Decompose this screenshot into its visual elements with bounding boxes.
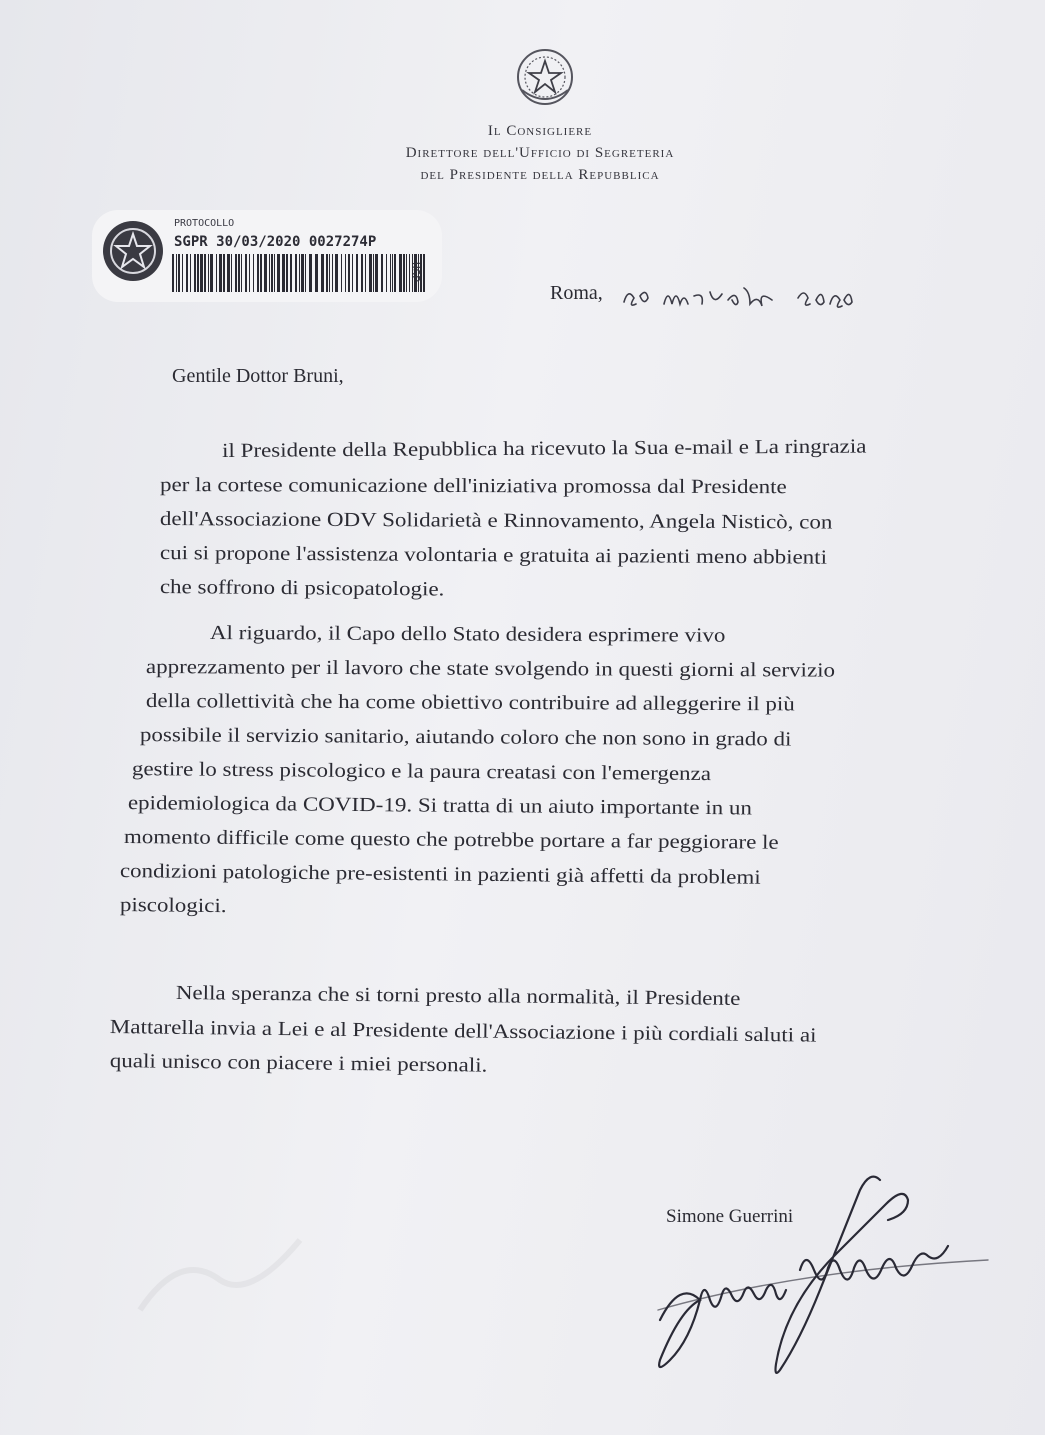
barcode-bar [299,254,300,292]
letter-line: dell'Associazione ODV Solidarietà e Rinnovamento, Angela Nisticò, con [159,508,833,534]
barcode-bar [216,254,217,292]
barcode-bar [249,254,250,292]
barcode-bar [361,254,363,292]
barcode-bar [269,254,270,292]
barcode-bar [295,254,297,292]
handwritten-date [620,282,860,312]
salutation: Gentile Dottor Bruni, [172,365,344,387]
barcode-bar [345,254,346,292]
barcode-bar [406,254,407,292]
barcode-bar [386,254,387,292]
barcode-bar [375,254,378,292]
barcode-bar [394,254,396,292]
barcode-bar [369,254,372,292]
barcode-bar [260,254,262,292]
barcode-bar [186,254,188,292]
barcode-bar [403,254,405,292]
barcode-bar [277,254,280,292]
barcode-bar [235,254,237,292]
barcode-bar [301,254,304,292]
barcode-bar [335,254,338,292]
barcode-bar [208,254,209,292]
barcode-icon [172,254,428,292]
barcode-bar [219,254,222,292]
barcode-bar [264,254,267,292]
barcode-bar [373,254,374,292]
barcode-bar [341,254,342,292]
barcode-bar [286,254,288,292]
barcode-bar [176,254,177,292]
letter-line: gestire lo stress piscologico e la paura creatasi con l'emergenza [131,758,712,786]
barcode-bar [392,254,393,292]
barcode-bar [399,254,402,292]
barcode-bar [271,254,273,292]
letter-line: Nella speranza che si torni presto alla normalità, il Presidente [175,982,741,1010]
letter-line: apprezzamento per il lavoro che state svolgendo in questi giorni al servizio [145,656,836,682]
barcode-bar [352,254,353,292]
letter-line: cui si propone l'assistenza volontaria e gratuita ai pazienti meno abbienti [159,542,828,569]
handwritten-signature [640,1160,1000,1380]
barcode-bar [178,254,180,292]
barcode-bar [315,254,318,292]
letter-line: Mattarella invia a Lei e al Presidente dell'Associazione i più cordiali saluti ai [109,1016,817,1047]
barcode-bar [190,254,191,292]
barcode-bar [326,254,328,292]
barcode-bar [321,254,324,292]
letter-line: condizioni patologiche pre-esistenti in pazienti già affetti da problemi [119,860,761,889]
barcode-bar [197,254,199,292]
letter-body [109,435,910,1160]
letter-line: epidemiologica da COVID-19. Si tratta di un aiuto importante in un [127,792,753,820]
letter-line: Al riguardo, il Capo dello Stato desidera esprimere vivo [209,622,726,647]
barcode-bar [238,254,240,292]
letter-line: della collettività che ha come obiettivo contribuire ad alleggerire il più [145,690,795,716]
barcode-bar [210,254,213,292]
barcode-bar [309,254,312,292]
barcode-bar [257,254,259,292]
letter-line: per la cortese comunicazione dell'iniziativa promossa dal Presidente [159,474,787,499]
protocol-stamp [92,210,442,302]
barcode-bar [348,254,350,292]
barcode-bar [356,254,358,292]
barcode-bar [172,254,174,292]
letterhead-office: Direttore dell'Ufficio di Segreteria [405,145,675,161]
barcode-bar [332,254,333,292]
barcode-bar [274,254,275,292]
letterhead-title: Il Consigliere [487,123,593,139]
barcode-bar [282,254,285,292]
barcode-bar [223,254,225,292]
letter-line: possibile il servizio sanitario, aiutando coloro che non sono in grado di [139,724,792,751]
protocol-code: SGPR 30/03/2020 0027274P [174,234,377,250]
barcode-bar [423,254,425,292]
letter-line: quali unisco con piacere i miei personali. [109,1050,488,1077]
barcode-bar [245,254,247,292]
protocol-side-code: USP [409,262,422,282]
barcode-bar [305,254,306,292]
protocol-seal-icon [100,218,166,284]
barcode-bar [200,254,203,292]
barcode-bar [227,254,230,292]
letter-line: che soffrono di psicopatologie. [159,576,445,601]
barcode-bar [182,254,183,292]
paper-smudge [130,1210,310,1350]
place-label: Roma, [550,282,603,304]
barcode-bar [204,254,206,292]
barcode-bar [329,254,330,292]
barcode-bar [241,254,242,292]
letter-line: momento difficile come questo che potrebbe portare a far peggiorare le [123,826,779,854]
italian-republic-emblem-icon [514,46,576,108]
letterhead [340,120,740,186]
barcode-bar [390,254,391,292]
barcode-bar [381,254,383,292]
barcode-bar [253,254,254,292]
signer-name: Simone Guerrini [666,1206,794,1227]
letter-line: il Presidente della Repubblica ha ricevuto la Sua e-mail e La ringrazia [222,435,867,462]
barcode-bar [231,254,232,292]
barcode-bar [194,254,196,292]
letterhead-institution: del Presidente della Repubblica [420,167,660,183]
protocol-label: PROTOCOLLO [174,218,235,229]
barcode-bar [365,254,366,292]
barcode-bar [290,254,292,292]
letter-line: piscologici. [119,894,227,918]
